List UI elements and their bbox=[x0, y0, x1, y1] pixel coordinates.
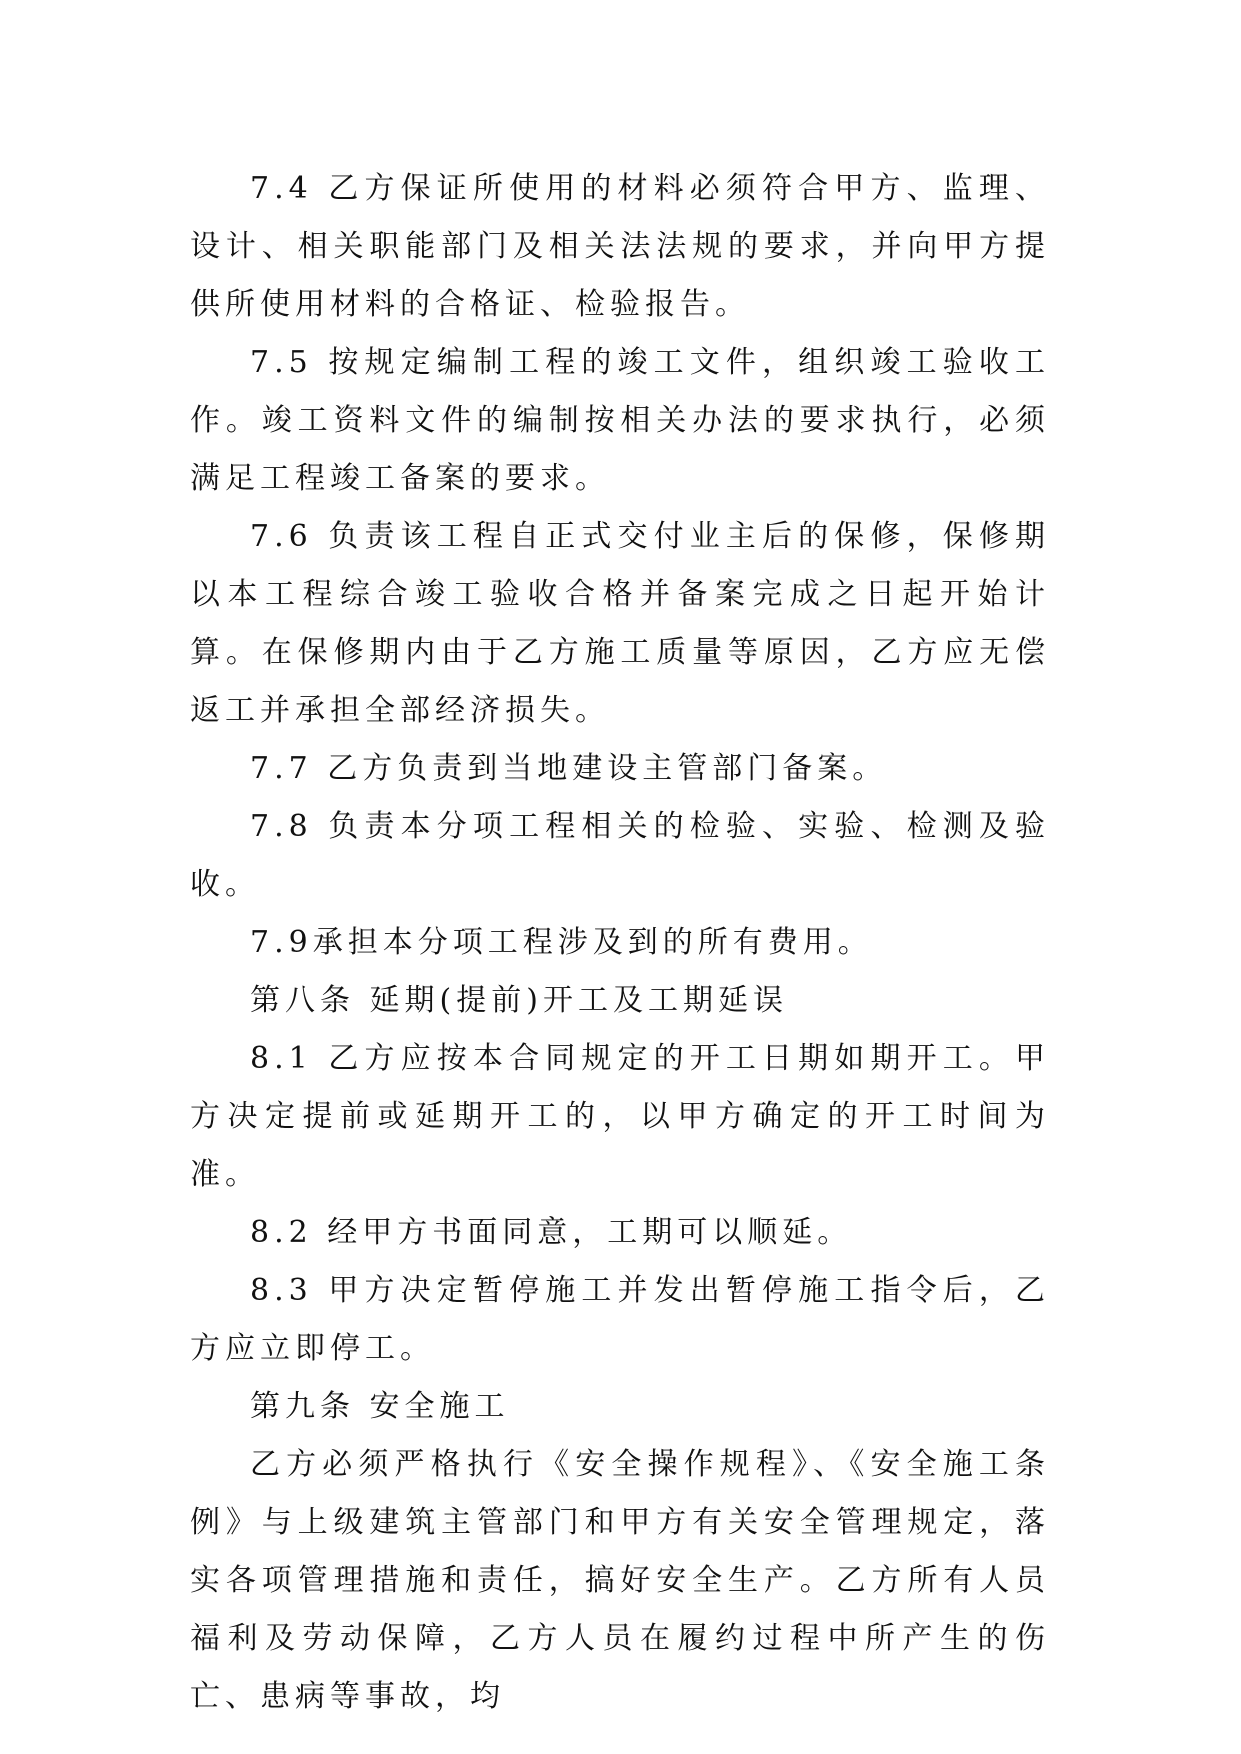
clause-7-7: 7.7 乙方负责到当地建设主管部门备案。 bbox=[250, 751, 888, 786]
section-heading-8: 第八条 延期(提前)开工及工期延误 bbox=[250, 983, 788, 1018]
clause-7-9: 7.9承担本分项工程涉及到的所有费用。 bbox=[250, 925, 873, 960]
clause-7-8: 7.8 负责本分项工程相关的检验、实验、检测及验收。 bbox=[190, 809, 1050, 902]
clause-8-1: 8.1 乙方应按本合同规定的开工日期如期开工。甲方决定提前或延期开工的，以甲方确定的开工时间为准。 bbox=[190, 1041, 1050, 1192]
clause-8-2: 8.2 经甲方书面同意，工期可以顺延。 bbox=[250, 1215, 853, 1250]
section-heading-9: 第九条 安全施工 bbox=[250, 1389, 510, 1424]
document-body bbox=[190, 160, 1050, 1726]
clause-7-6: 7.6 负责该工程自正式交付业主后的保修，保修期以本工程综合竣工验收合格并备案完成之日起开始计算。在保修期内由于乙方施工质量等原因，乙方应无偿返工并承担全部经济损失。 bbox=[190, 519, 1050, 728]
clause-7-4: 7.4 乙方保证所使用的材料必须符合甲方、监理、设计、相关职能部门及相关法法规的要求，并向甲方提供所使用材料的合格证、检验报告。 bbox=[190, 171, 1050, 322]
clause-9-body: 乙方必须严格执行《安全操作规程》、《安全施工条例》与上级建筑主管部门和甲方有关安全管理规定，落实各项管理措施和责任，搞好安全生产。乙方所有人员福利及劳动保障，乙方人员在履约过程中所产生的伤亡、患病等事故，均 bbox=[190, 1447, 1050, 1714]
clause-8-3: 8.3 甲方决定暂停施工并发出暂停施工指令后，乙方应立即停工。 bbox=[190, 1273, 1050, 1366]
clause-7-5: 7.5 按规定编制工程的竣工文件，组织竣工验收工作。竣工资料文件的编制按相关办法的要求执行，必须满足工程竣工备案的要求。 bbox=[190, 345, 1050, 496]
